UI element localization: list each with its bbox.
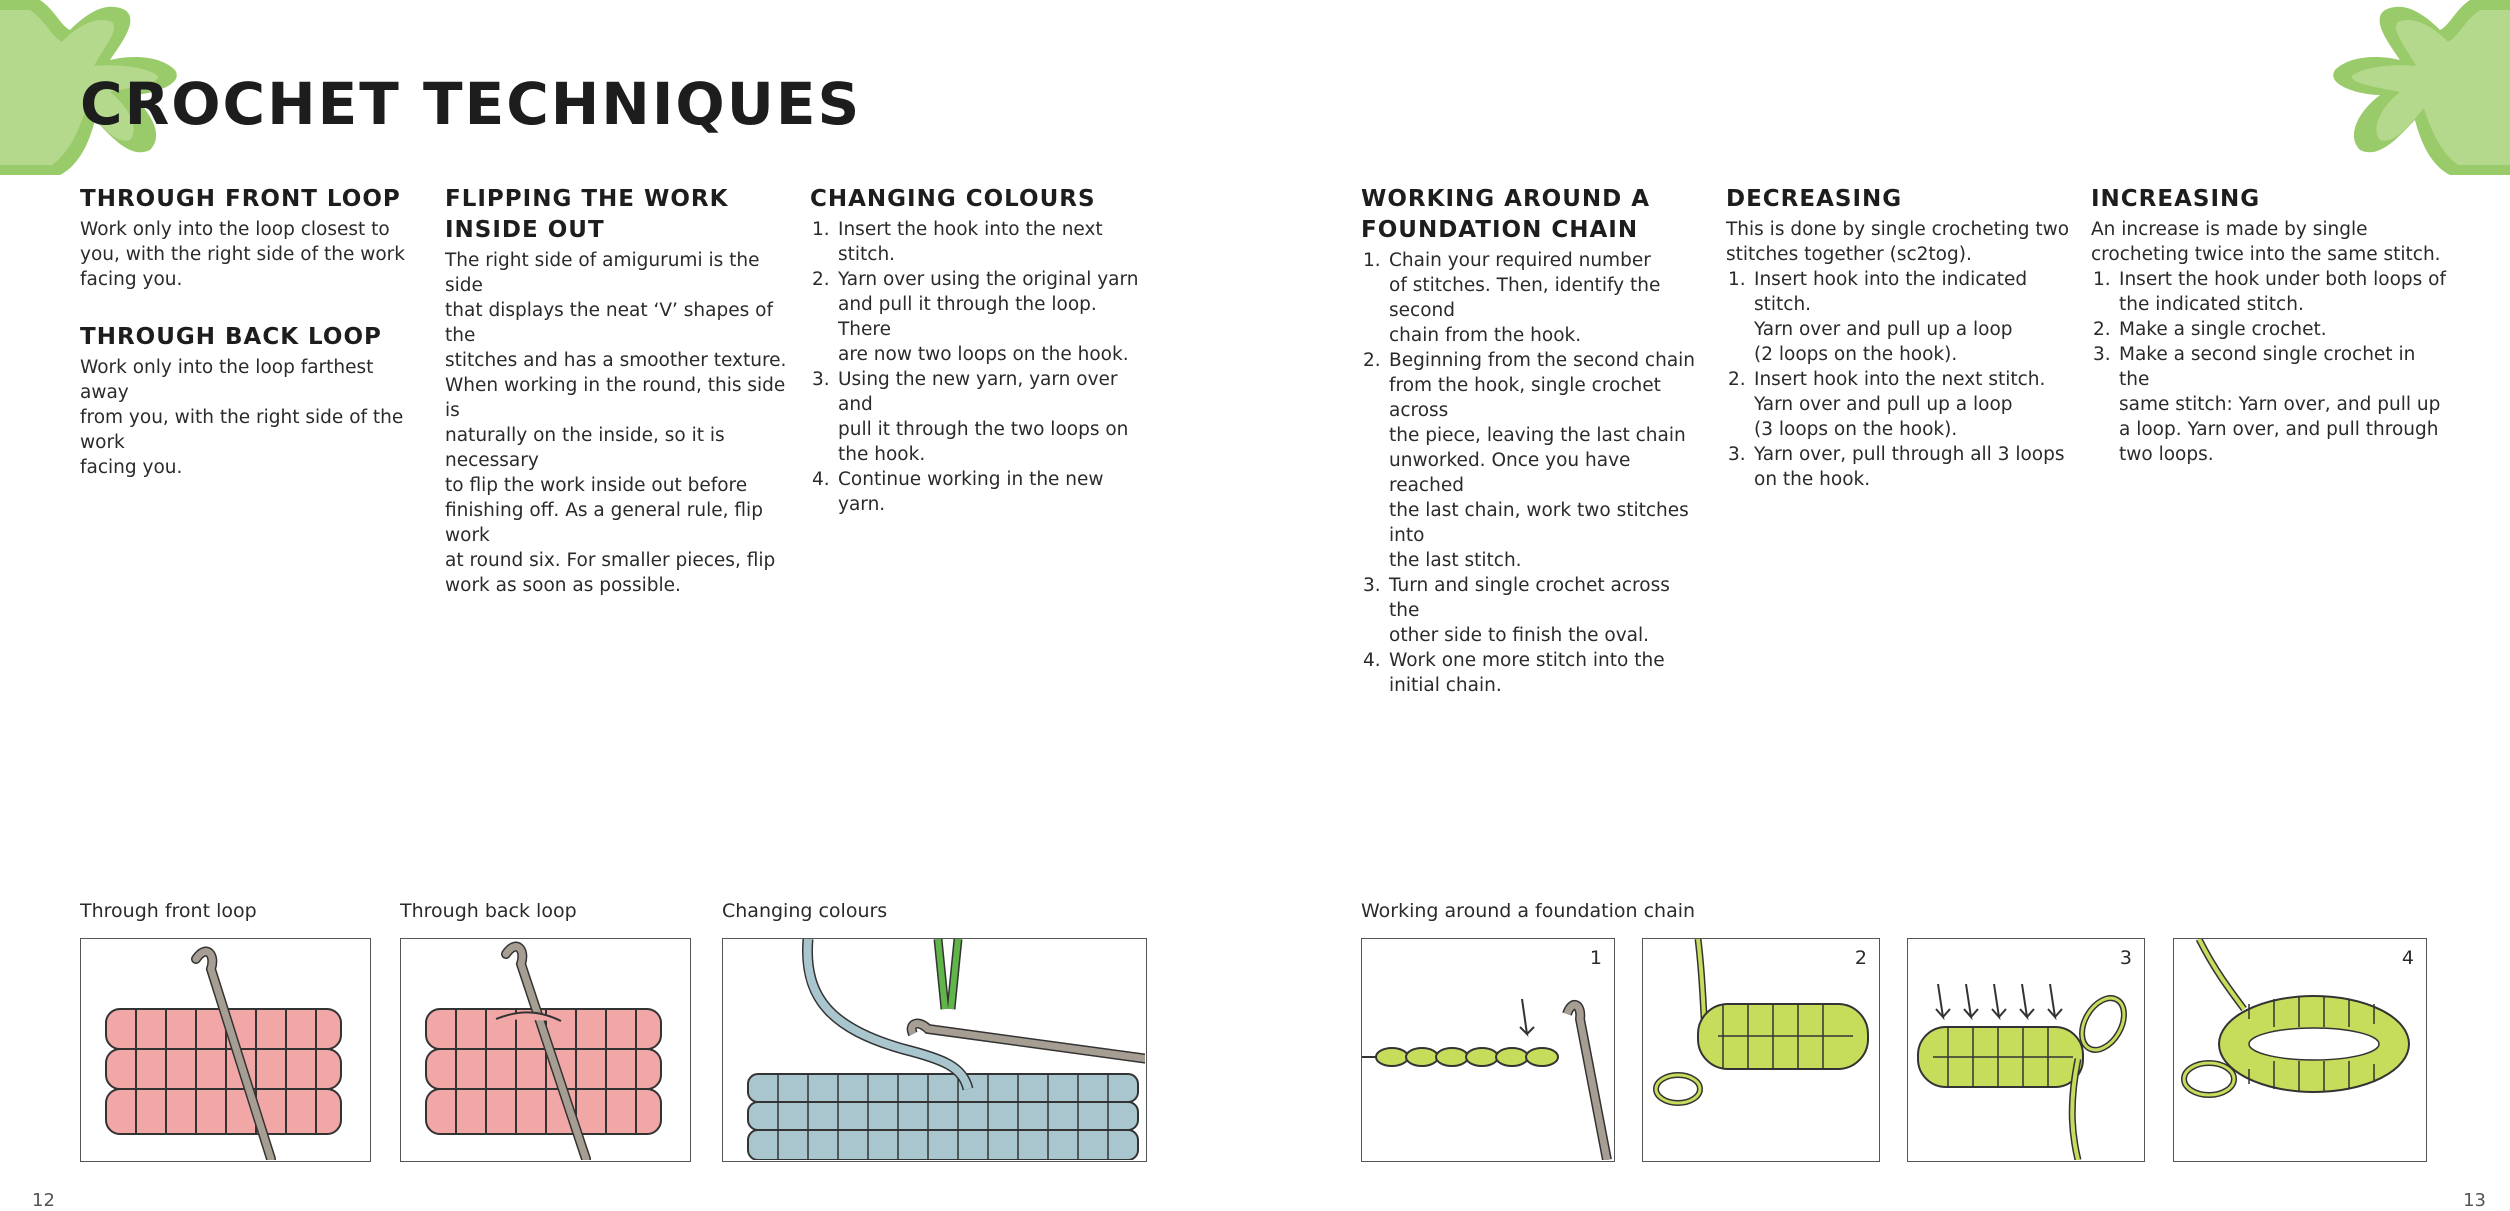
- text-flipping: The right side of amigurumi is the side that displays the neat ‘V’ shapes of the stitches and has a smoother texture. When working in the round, this side is naturally on the inside, so it is necessary to flip the work inside out before finishing off. As a general rule, flip work at round six. For smaller pieces, flip work as soon as possible.: [445, 250, 787, 596]
- list-item: 1. Insert the hook under both loops of the indicated stitch.: [2093, 269, 2446, 315]
- caption-front-loop: Through front loop: [80, 900, 257, 922]
- stitch-illustration-colour-icon: [723, 939, 1145, 1160]
- list-item: 2. Beginning from the second chain from the hook, single crochet across the piece, leaving the last chain unworked. Once you have reached the last chain, work two stitches into the last stitch.: [1363, 350, 1696, 571]
- column-increasing: [2091, 184, 2451, 467]
- figure-foundation-step-1: [1361, 938, 1615, 1162]
- stitch-illustration-back-icon: [401, 939, 689, 1160]
- figure-foundation-step-4: [2173, 938, 2427, 1162]
- text-decreasing-intro: This is done by single crocheting two stitches together (sc2tog).: [1726, 219, 2070, 265]
- list-item: 2. Insert hook into the next stitch. Yarn over and pull up a loop (3 loops on the hook).: [1728, 369, 2046, 440]
- page-number-left: 12: [32, 1190, 55, 1211]
- figure-foundation-step-2: [1642, 938, 1880, 1162]
- heading-foundation-chain: WORKING AROUND A FOUNDATION CHAIN: [1361, 186, 1651, 243]
- chain-illustration-icon: [2174, 939, 2425, 1160]
- heading-flipping: FLIPPING THE WORK INSIDE OUT: [445, 186, 729, 243]
- list-item: 4. Work one more stitch into the initial chain.: [1363, 650, 1665, 696]
- column-flipping: [445, 184, 795, 598]
- list-changing-colours: [810, 217, 1150, 517]
- text-back-loop: Work only into the loop farthest away from you, with the right side of the work facing you.: [80, 357, 404, 478]
- column-loops: [80, 184, 420, 480]
- page-title: CROCHET TECHNIQUES: [80, 70, 862, 138]
- list-item: 2. Yarn over using the original yarn and pull it through the loop. There are now two loops on the hook.: [812, 269, 1139, 365]
- chain-illustration-icon: [1362, 939, 1613, 1160]
- chain-illustration-icon: [1643, 939, 1878, 1160]
- column-changing-colours: [810, 184, 1150, 517]
- list-foundation-chain: [1361, 248, 1706, 698]
- text-increasing-intro: An increase is made by single crocheting twice into the same stitch.: [2091, 219, 2441, 265]
- heading-decreasing: DECREASING: [1726, 186, 1903, 212]
- figure-number: 1: [1589, 947, 1602, 969]
- list-decreasing: [1726, 267, 2071, 492]
- list-item: 1. Insert hook into the indicated stitch. Yarn over and pull up a loop (2 loops on the hook).: [1728, 269, 2028, 365]
- column-foundation-chain: [1361, 184, 1706, 698]
- list-item: 3. Yarn over, pull through all 3 loops on the hook.: [1728, 444, 2065, 490]
- figure-back-loop: [400, 938, 691, 1162]
- column-decreasing: [1726, 184, 2071, 492]
- page-number-right: 13: [2463, 1190, 2486, 1211]
- caption-changing-colours: Changing colours: [722, 900, 888, 922]
- heading-changing-colours: CHANGING COLOURS: [810, 186, 1096, 212]
- heading-increasing: INCREASING: [2091, 186, 2261, 212]
- list-item: 1. Chain your required number of stitches. Then, identify the second chain from the hook.: [1363, 250, 1661, 346]
- figure-number: 2: [1854, 947, 1867, 969]
- figure-front-loop: [80, 938, 371, 1162]
- list-item: 4. Continue working in the new yarn.: [812, 469, 1104, 515]
- figure-number: 3: [2119, 947, 2132, 969]
- caption-back-loop: Through back loop: [400, 900, 577, 922]
- list-item: 3. Turn and single crochet across the other side to finish the oval.: [1363, 575, 1670, 646]
- list-item: 2. Make a single crochet.: [2093, 319, 2327, 340]
- caption-foundation-chain: Working around a foundation chain: [1361, 900, 1696, 922]
- list-item: 1. Insert the hook into the next stitch.: [812, 219, 1103, 265]
- chain-illustration-icon: [1908, 939, 2143, 1160]
- figure-number: 4: [2401, 947, 2414, 969]
- list-item: 3. Make a second single crochet in the same stitch: Yarn over, and pull up a loop. Yarn over, and pull through two loops.: [2093, 344, 2441, 465]
- leaf-decoration-right-icon: [2300, 0, 2510, 180]
- figure-changing-colours: [722, 938, 1147, 1162]
- heading-back-loop: THROUGH BACK LOOP: [80, 324, 382, 350]
- list-increasing: [2091, 267, 2451, 467]
- list-item: 3. Using the new yarn, yarn over and pull it through the two loops on the hook.: [812, 369, 1129, 465]
- stitch-illustration-front-icon: [81, 939, 369, 1160]
- figure-foundation-step-3: [1907, 938, 2145, 1162]
- heading-front-loop: THROUGH FRONT LOOP: [80, 186, 401, 212]
- text-front-loop: Work only into the loop closest to you, with the right side of the work facing you.: [80, 219, 405, 290]
